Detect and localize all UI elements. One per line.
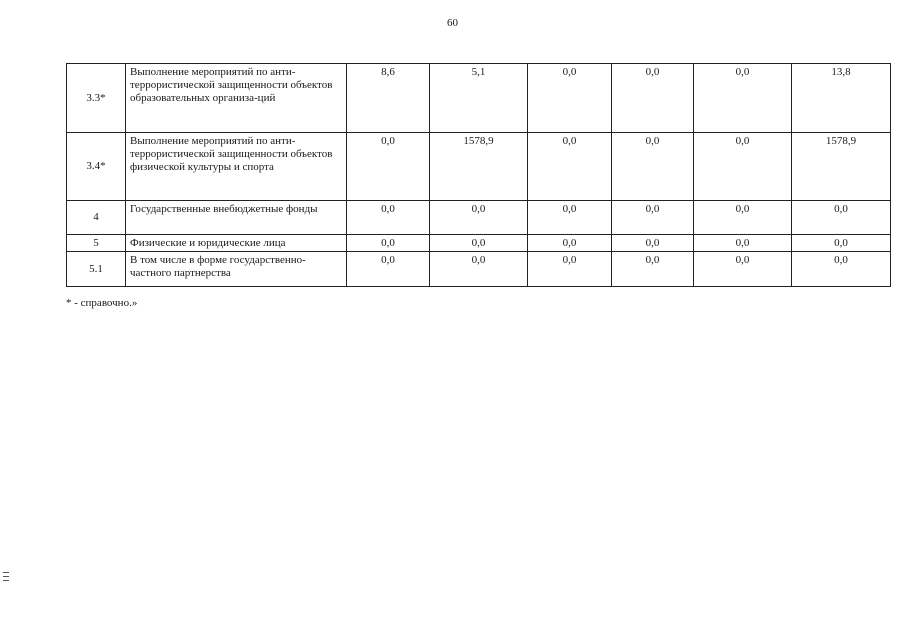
- value-cell: 0,0: [612, 252, 694, 287]
- table-row: [67, 133, 891, 201]
- value-cell: 0,0: [528, 133, 612, 201]
- table-row: [67, 64, 891, 133]
- value-cell: 0,0: [612, 235, 694, 252]
- row-number: 3.4*: [67, 133, 126, 201]
- value-cell: 0,0: [612, 64, 694, 133]
- value-cell: 0,0: [612, 201, 694, 235]
- table-row: [67, 235, 891, 252]
- row-number: 5.1: [67, 252, 126, 287]
- row-number: 5: [67, 235, 126, 252]
- value-cell: 5,1: [430, 64, 528, 133]
- budget-table: [66, 63, 891, 287]
- value-cell: 0,0: [528, 235, 612, 252]
- value-cell: 0,0: [792, 201, 891, 235]
- value-cell: 0,0: [347, 235, 430, 252]
- value-cell: 0,0: [694, 201, 792, 235]
- value-cell: 0,0: [792, 252, 891, 287]
- value-cell: 1578,9: [792, 133, 891, 201]
- row-description: Выполнение мероприятий по анти-террористической защищенности объектов образовательных организа-ций: [126, 64, 347, 133]
- value-cell: 1578,9: [430, 133, 528, 201]
- page-number: 60: [447, 17, 458, 29]
- scan-edge-mark: [3, 572, 9, 581]
- value-cell: 0,0: [694, 64, 792, 133]
- table-row: [67, 252, 891, 287]
- table-row: [67, 201, 891, 235]
- footnote: * - справочно.»: [66, 297, 138, 309]
- value-cell: 0,0: [430, 201, 528, 235]
- row-number: 4: [67, 201, 126, 235]
- value-cell: 0,0: [612, 133, 694, 201]
- value-cell: 0,0: [347, 201, 430, 235]
- value-cell: 0,0: [694, 252, 792, 287]
- value-cell: 0,0: [694, 235, 792, 252]
- value-cell: 0,0: [528, 64, 612, 133]
- value-cell: 0,0: [347, 252, 430, 287]
- value-cell: 8,6: [347, 64, 430, 133]
- value-cell: 0,0: [694, 133, 792, 201]
- value-cell: 0,0: [528, 252, 612, 287]
- value-cell: 0,0: [430, 252, 528, 287]
- value-cell: 0,0: [430, 235, 528, 252]
- value-cell: 0,0: [347, 133, 430, 201]
- row-number: 3.3*: [67, 64, 126, 133]
- row-description: Выполнение мероприятий по анти-террористической защищенности объектов физической культуры и спорта: [126, 133, 347, 201]
- row-description: В том числе в форме государственно-частного партнерства: [126, 252, 347, 287]
- value-cell: 0,0: [528, 201, 612, 235]
- value-cell: 13,8: [792, 64, 891, 133]
- value-cell: 0,0: [792, 235, 891, 252]
- row-description: Физические и юридические лица: [126, 235, 347, 252]
- row-description: Государственные внебюджетные фонды: [126, 201, 347, 235]
